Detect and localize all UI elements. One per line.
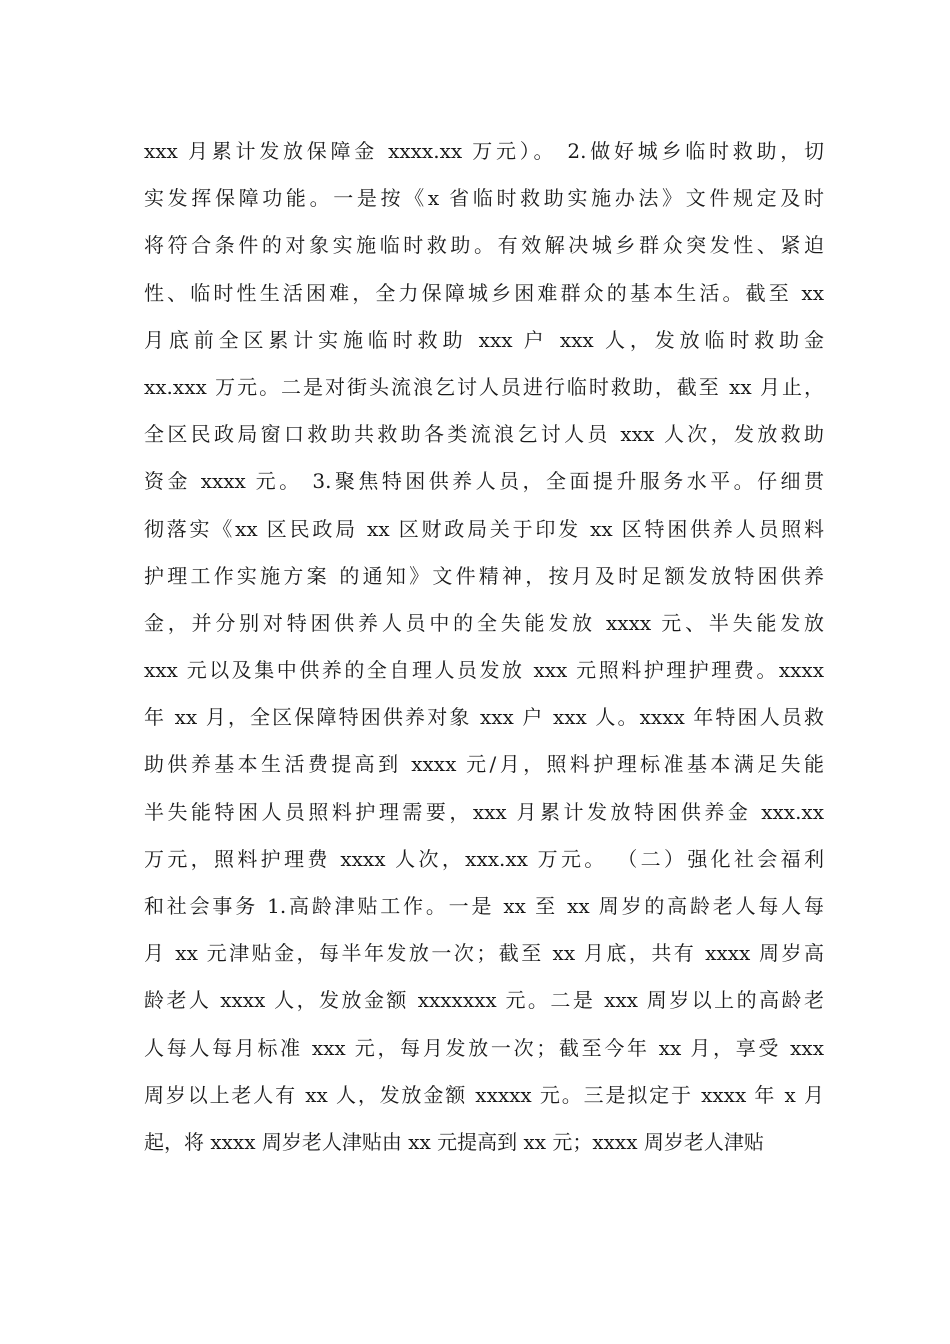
text-line: 和社会事务 1.高龄津贴工作。一是 xx 至 xx 周岁的高龄老人每人每 [144,894,824,918]
text-line: 助供养基本生活费提高到 xxxx 元/月，照料护理标准基本满足失能 [144,752,824,777]
text-line: 月底前全区累计实施临时救助 xxx 户 xxx 人，发放临时救助金 [144,327,824,352]
text-line: 将符合条件的对象实施临时救助。有效解决城乡群众突发性、紧迫 [144,233,824,258]
text-line: 实发挥保障功能。一是按《x 省临时救助实施办法》文件规定及时 [144,186,824,211]
text-line: 彻落实《xx 区民政局 xx 区财政局关于印发 xx 区特困供养人员照料 [144,516,824,541]
body-text [144,128,824,1166]
text-line: 龄老人 xxxx 人，发放金额 xxxxxxx 元。二是 xxx 周岁以上的高龄老 [144,988,824,1013]
text-line: 年 xx 月，全区保障特困供养对象 xxx 户 xxx 人。xxxx 年特困人员救 [144,705,824,730]
text-line: 护理工作实施方案 的通知》文件精神，按月及时足额发放特困供养 [144,563,824,588]
text-line: 起，将 xxxx 周岁老人津贴由 xx 元提高到 xx 元；xxxx 周岁老人津贴 [144,1129,764,1154]
text-line: xx.xxx 万元。二是对街头流浪乞讨人员进行临时救助，截至 xx 月止， [144,374,824,399]
text-line: xxx 元以及集中供养的全自理人员发放 xxx 元照料护理护理费。xxxx [144,658,824,683]
text-line: 全区民政局窗口救助共救助各类流浪乞讨人员 xxx 人次，发放救助 [144,422,824,447]
text-line: 人每人每月标准 xxx 元，每月发放一次；截至今年 xx 月，享受 xxx [144,1035,824,1060]
text-line: 周岁以上老人有 xx 人，发放金额 xxxxx 元。三是拟定于 xxxx 年 x 月 [144,1082,824,1107]
text-line: 性、临时性生活困难，全力保障城乡困难群众的基本生活。截至 xx [144,280,824,305]
text-line: 资金 xxxx 元。 3.聚焦特困供养人员，全面提升服务水平。仔细贯 [144,469,824,494]
text-line: xxx 月累计发放保障金 xxxx.xx 万元）。 2.做好城乡临时救助，切 [144,139,824,163]
text-line: 万元，照料护理费 xxxx 人次，xxx.xx 万元。 （二）强化社会福利 [144,846,824,871]
text-line: 月 xx 元津贴金，每半年发放一次；截至 xx 月底，共有 xxxx 周岁高 [144,941,824,966]
text-line: 半失能特困人员照料护理需要，xxx 月累计发放特困供养金 xxx.xx [144,799,824,824]
text-line: 金，并分别对特困供养人员中的全失能发放 xxxx 元、半失能发放 [144,610,824,635]
